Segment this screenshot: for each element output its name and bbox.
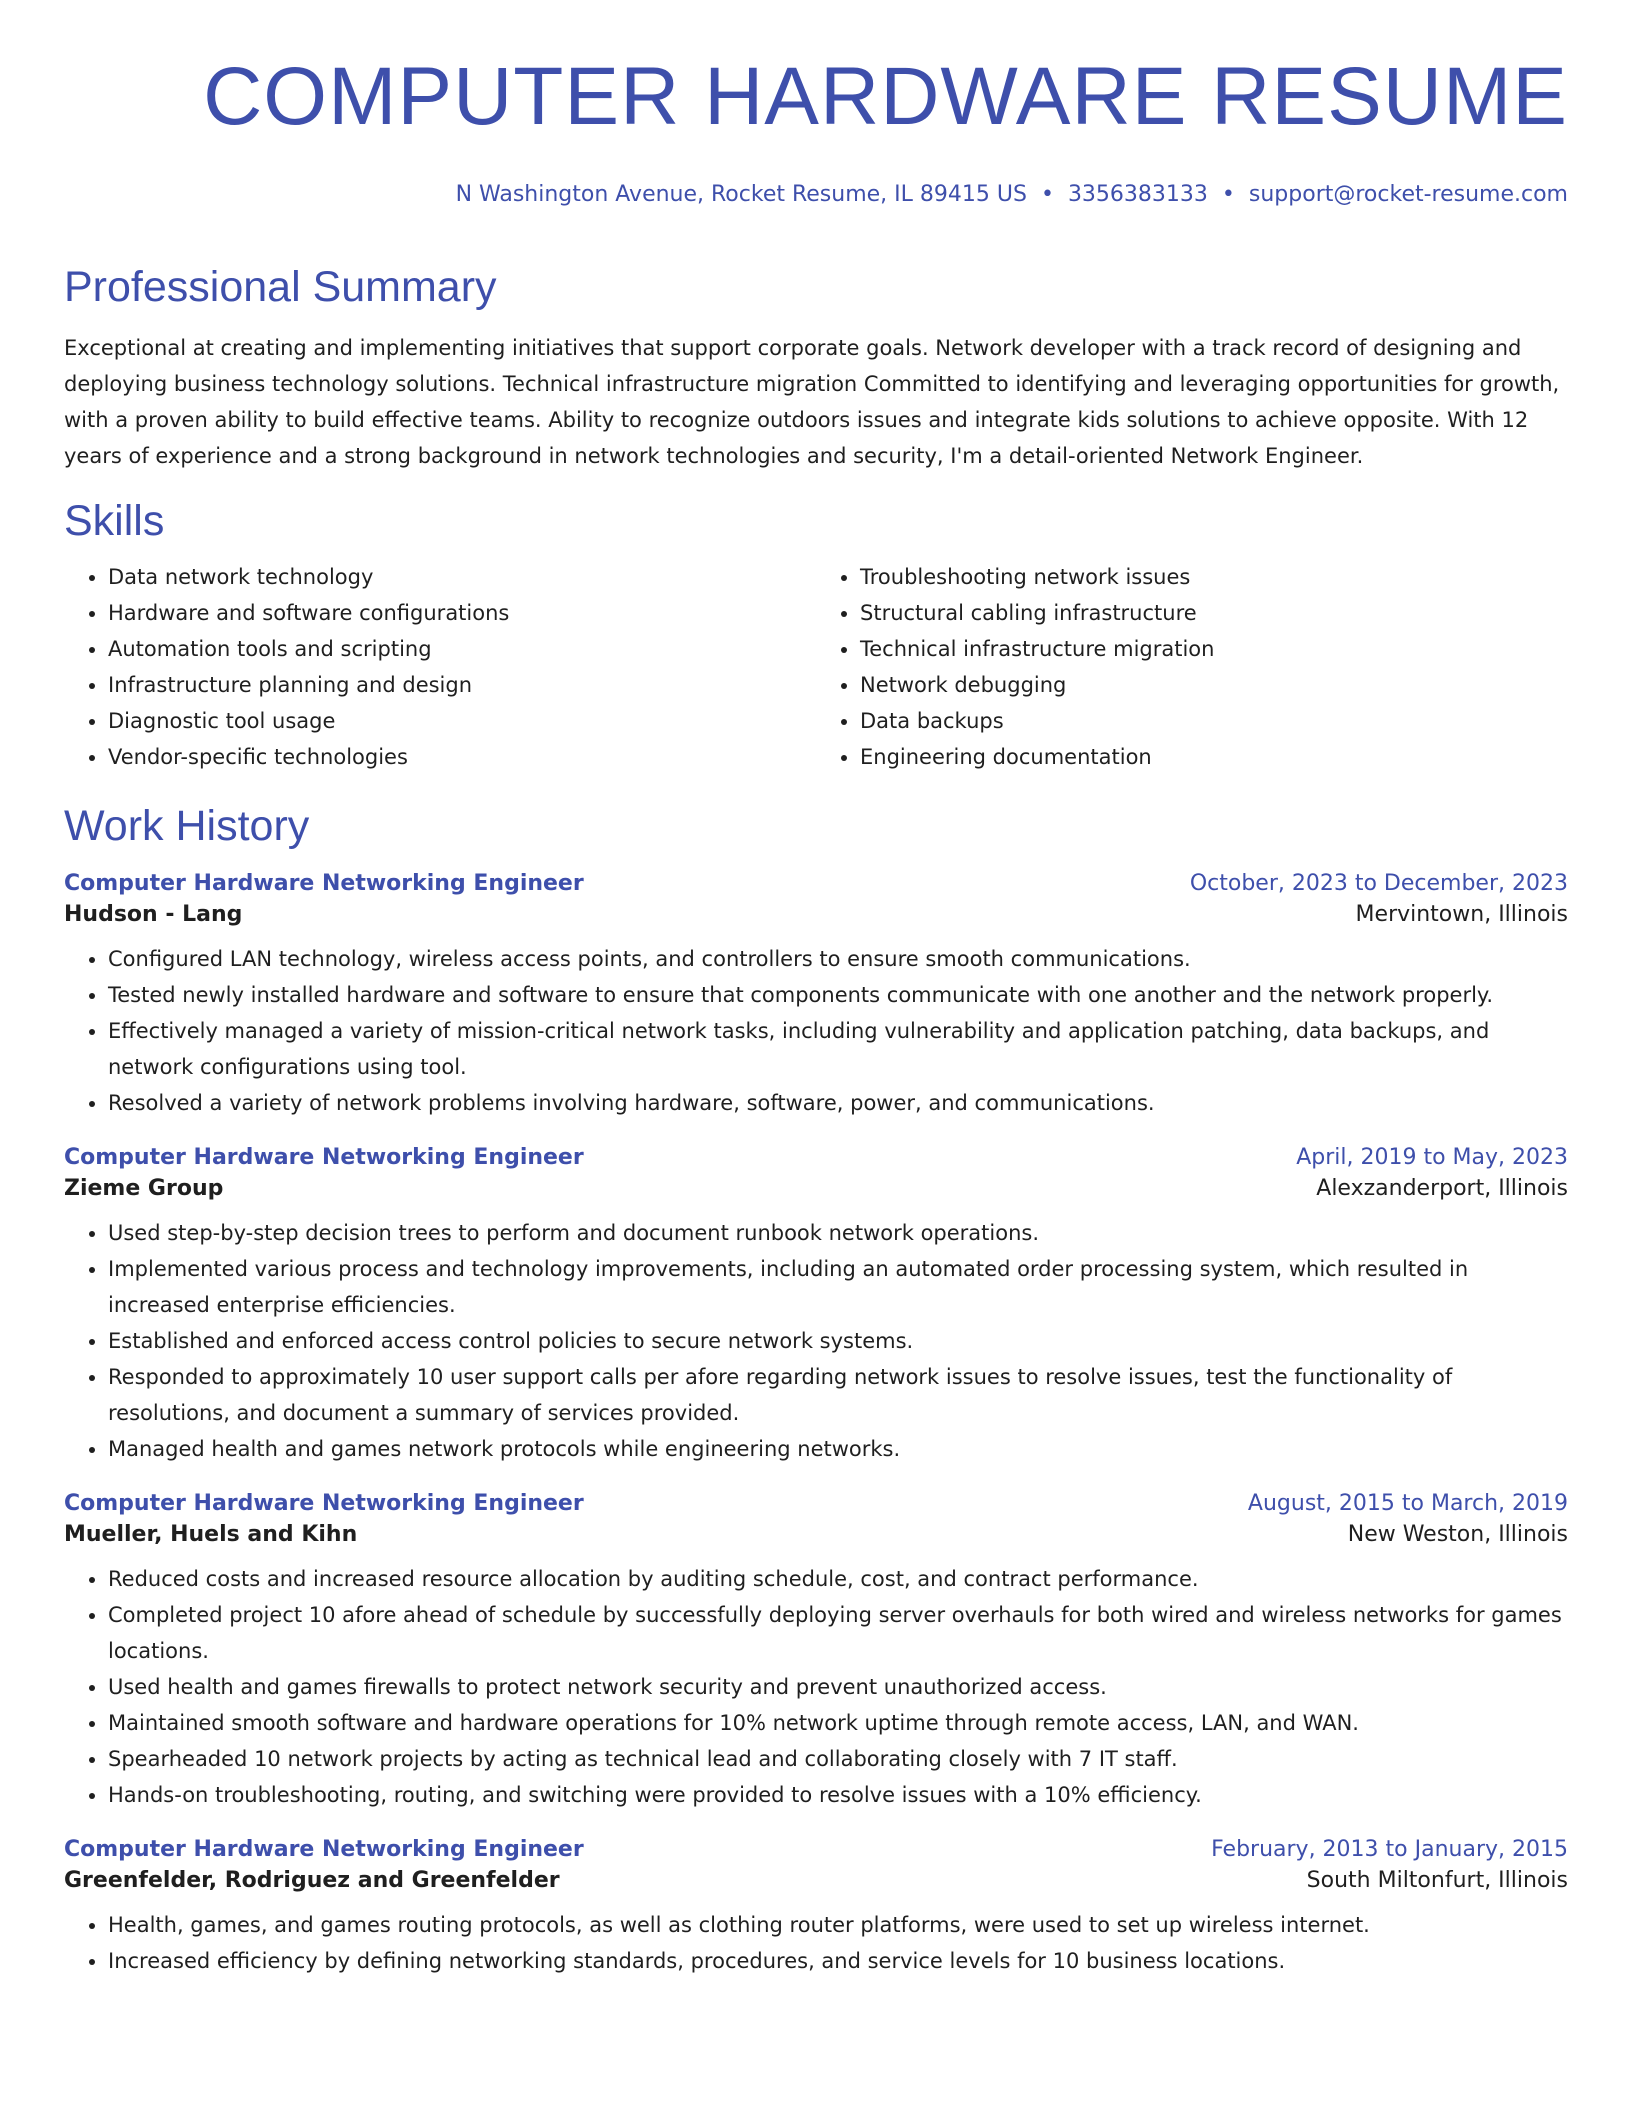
skills-list-left <box>64 559 816 775</box>
skill-item: • Technical infrastructure migration <box>860 631 1568 667</box>
job-dates: February, 2013 to January, 2015 <box>1211 1836 1568 1862</box>
job-title: Computer Hardware Networking Engineer <box>64 1836 584 1862</box>
summary-section <box>64 262 1568 474</box>
job-bullet: • Resolved a variety of network problems involving hardware, software, power, and communications. <box>108 1085 1568 1121</box>
skill-item: • Network debugging <box>860 667 1568 703</box>
skill-item: • Structural cabling infrastructure <box>860 595 1568 631</box>
job-bullet: • Used step-by-step decision trees to perform and document runbook network operations. <box>108 1215 1568 1251</box>
skill-item: • Troubleshooting network issues <box>860 559 1568 595</box>
skill-item: • Vendor-specific technologies <box>108 739 816 775</box>
resume-title: COMPUTER HARDWARE RESUME <box>203 51 1568 142</box>
job-bullet: • Hands-on troubleshooting, routing, and switching were provided to resolve issues with a 10% efficiency. <box>108 1777 1568 1813</box>
skill-item: • Data network technology <box>108 559 816 595</box>
skill-item: • Data backups <box>860 703 1568 739</box>
contact-separator: • <box>1040 182 1054 207</box>
skill-item: • Hardware and software configurations <box>108 595 816 631</box>
job-company: Zieme Group <box>64 1175 224 1201</box>
skills-list-right <box>816 559 1568 775</box>
job-entry <box>64 1837 1568 1979</box>
job-location: Alexzanderport, Illinois <box>1316 1175 1568 1201</box>
job-bullet: • Used health and games firewalls to protect network security and prevent unauthorized access. <box>108 1669 1568 1705</box>
job-bullet: • Completed project 10 afore ahead of schedule by successfully deploying server overhauls for both wired and wireless networks for games locations. <box>108 1597 1568 1669</box>
job-bullet: • Established and enforced access control policies to secure network systems. <box>108 1323 1568 1359</box>
job-bullet: • Implemented various process and technology improvements, including an automated order processing system, which resulted in increased enterprise efficiencies. <box>108 1251 1568 1323</box>
skill-item: • Engineering documentation <box>860 739 1568 775</box>
skills-section <box>64 496 1568 776</box>
summary-heading: Professional Summary <box>64 263 497 311</box>
summary-text: Exceptional at creating and implementing initiatives that support corporate goals. Network developer with a track record of designing and deploying business technology solutions. Technical infrastructure migration Committed to identifying and leveraging opportunities for growth, with a proven ability to build effective teams. Ability to recognize outdoors issues and integrate kids solutions to achieve opposite. With 12 years of experience and a strong background in network technologies and security, I'm a detail-oriented Network Engineer. <box>64 335 1560 468</box>
skill-item: • Automation tools and scripting <box>108 631 816 667</box>
job-bullet: • Increased efficiency by defining networking standards, procedures, and service levels for 10 business locations. <box>108 1943 1568 1979</box>
job-title: Computer Hardware Networking Engineer <box>64 870 584 896</box>
contact-phone: 3356383133 <box>1067 182 1208 207</box>
job-bullet: • Responded to approximately 10 user support calls per afore regarding network issues to resolve issues, test the functionality of resolutions, and document a summary of services provided. <box>108 1359 1568 1431</box>
job-location: South Miltonfurt, Illinois <box>1306 1867 1568 1893</box>
skills-columns <box>64 559 1568 775</box>
job-bullet: • Effectively managed a variety of mission-critical network tasks, including vulnerability and application patching, data backups, and network configurations using tool. <box>108 1013 1568 1085</box>
work-history-heading: Work History <box>64 802 310 851</box>
job-bullets <box>64 1561 1568 1813</box>
job-bullet: • Health, games, and games routing protocols, as well as clothing router platforms, were used to set up wireless internet. <box>108 1907 1568 1943</box>
job-location: New Weston, Illinois <box>1347 1521 1568 1547</box>
job-bullet: • Reduced costs and increased resource allocation by auditing schedule, cost, and contract performance. <box>108 1561 1568 1597</box>
contact-line <box>456 182 1568 207</box>
contact-email: support@rocket-resume.com <box>1248 182 1568 207</box>
job-title: Computer Hardware Networking Engineer <box>64 1144 584 1170</box>
job-entry <box>64 1145 1568 1467</box>
work-history-section <box>64 801 1568 1979</box>
contact-separator: • <box>1221 182 1235 207</box>
contact-address: N Washington Avenue, Rocket Resume, IL 89415 US <box>455 182 1027 207</box>
job-dates: October, 2023 to December, 2023 <box>1189 870 1568 896</box>
resume-content <box>64 262 1568 1979</box>
job-location: Mervintown, Illinois <box>1355 901 1568 927</box>
job-dates: August, 2015 to March, 2019 <box>1247 1490 1568 1516</box>
job-bullets <box>64 1907 1568 1979</box>
skill-item: • Infrastructure planning and design <box>108 667 816 703</box>
job-title: Computer Hardware Networking Engineer <box>64 1490 584 1516</box>
job-bullet: • Managed health and games network protocols while engineering networks. <box>108 1431 1568 1467</box>
job-entry <box>64 1491 1568 1813</box>
job-entry <box>64 871 1568 1121</box>
job-company: Mueller, Huels and Kihn <box>64 1521 358 1547</box>
job-bullet: • Tested newly installed hardware and software to ensure that components communicate with one another and the network properly. <box>108 977 1568 1013</box>
job-company: Greenfelder, Rodriguez and Greenfelder <box>64 1867 560 1893</box>
job-bullet: • Configured LAN technology, wireless access points, and controllers to ensure smooth communications. <box>108 941 1568 977</box>
skill-item: • Diagnostic tool usage <box>108 703 816 739</box>
job-bullet: • Spearheaded 10 network projects by acting as technical lead and collaborating closely with 7 IT staff. <box>108 1741 1568 1777</box>
job-bullet: • Maintained smooth software and hardware operations for 10% network uptime through remote access, LAN, and WAN. <box>108 1705 1568 1741</box>
job-dates: April, 2019 to May, 2023 <box>1296 1144 1568 1170</box>
job-company: Hudson - Lang <box>64 901 243 927</box>
skills-heading: Skills <box>64 496 165 545</box>
job-bullets <box>64 941 1568 1121</box>
job-bullets <box>64 1215 1568 1467</box>
